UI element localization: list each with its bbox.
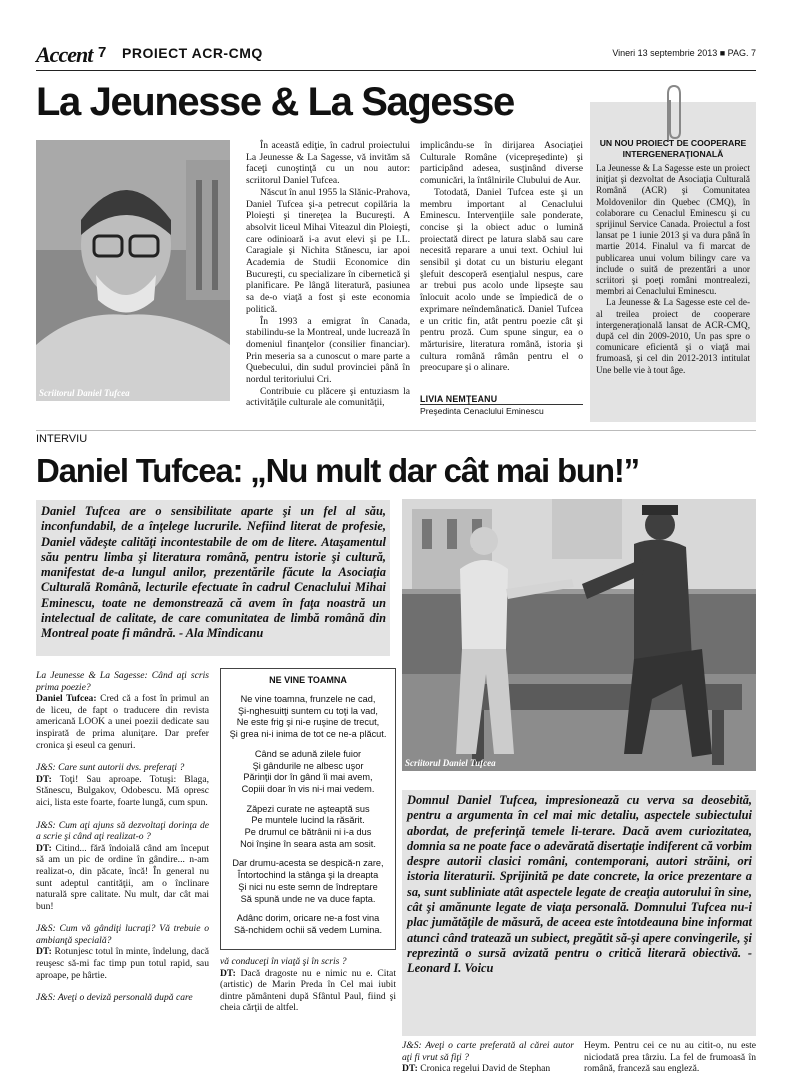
interview-photo: [402, 499, 756, 771]
sidebox-paragraph: La Jeunesse & La Sagesse este cel de-al treilea proiect de cooperare intergeneraţională lansat de ACR-CMQ, după cel din 2009-2010, Un pas spre o comunicare eficientă şi o viaţă mai frumoasă, şi cel din 2012-2013 intitulat Une belle vie à tout âge.: [596, 297, 750, 375]
poem-line: Când se adună zilele fuior: [254, 748, 362, 759]
poem-line: Şi nici nu este semn de îndreptare: [238, 881, 378, 892]
poem-line: Şi grea ni-i inima de tot ce ne-a plăcut.: [229, 729, 387, 740]
answer-label: Daniel Tufcea:: [36, 693, 97, 705]
poem-line: Copiii doar în vis ni-i mai vedem.: [241, 783, 375, 794]
article-column-1: [246, 140, 410, 409]
signature-role: Preşedinta Cenaclului Eminescu: [420, 406, 544, 416]
sidebox-title: [594, 138, 752, 160]
answer: Cred că a fost în primul an de liceu, de fapt o traducere din revista americană LOOK a unei poezii dedicate sau inspirată de prima aluniţare. Dar prefer cronica şi eseul ca genuri.: [36, 693, 209, 751]
interview-label: INTERVIU: [36, 433, 88, 445]
interview-column-1: [36, 670, 209, 1015]
answer-label: DT:: [402, 1063, 418, 1075]
page-number: 7: [98, 44, 107, 61]
question: J&S: Cum aţi ajuns să dezvoltaţi dorinţa de a scrie şi când aţi realizat-o ?: [36, 819, 209, 843]
answer: Rotunjesc totul în minte, îndelung, dacă reuşesc să-mi fac timp pun totul rapid, sau aproape, pe hârtie.: [36, 946, 209, 981]
poem-stanza: [227, 694, 389, 741]
poem-line: Zăpezi curate ne aşteaptă sus: [246, 803, 370, 814]
answer-label: DT:: [36, 946, 52, 958]
question: J&S: Care sunt autorii dvs. preferaţi ?: [36, 762, 185, 774]
poem-stanza: [227, 749, 389, 796]
sidebox-body: [596, 163, 750, 376]
sidebox-paragraph: La Jeunesse & La Sagesse este un proiect iniţiat şi dezvoltat de Asociaţia Culturală Română (ACR) şi Comunitatea Moldovenilor din Quebec (CMQ), în colaborare cu Cenaclul Eminescu şi cu sprijinul Service Canada. Proiectul a fost lansat pe 1 iunie 2013 şi va dura până în martie 2014. Finalul va fi marcat de publicarea unui volum bilingv care va include o suită de prezentări a unor scriitori şi poeţi români montrealezi, membri ai Cenaclului Eminescu.: [596, 163, 750, 297]
qa-item: [36, 923, 209, 981]
testimonial-box: Domnul Daniel Tufcea, impresionează cu verva sa deosebită, pentru a argumenta în cel mai mic detaliu, aspectele subiectului abordat, de preferinţă temele li-terare. Dacă avem curiozitatea, domnia sa ne poate face o adevărată disertaţie indiferent că vorbim despre autorii clasici români, contemporani, autori străini, ori istoria literaturii. Sprijinită pe date concrete, la orice prezentare a sa, sunt subliniate atât aspectele legate de creaţia autorului în sine, cât şi amănunte legate de viaţa personală. Domnului Tufcea nu-i plac jumătăţile de măsură, de aceea este întotdeauna bine informat atunci când tratează un subiect, pregătit să-şi apere convingerile, şi reprezintă o sursă avizată pentru o critică literară obiectivă. - Leonard I. Voicu: [402, 790, 756, 1036]
poem-stanza: [227, 858, 389, 905]
section-title: PROIECT ACR-CMQ: [122, 45, 263, 61]
qa-item: [36, 762, 209, 808]
header-rule: [36, 70, 756, 71]
article-title: La Jeunesse & La Sagesse: [36, 80, 514, 124]
poem-line: Noi înşine în seara asta am sosit.: [240, 838, 376, 849]
poem-line: Să spună unde ne va duce fapta.: [240, 893, 376, 904]
photo-caption: Scriitorul Daniel Tufcea: [39, 388, 130, 398]
interview-column-4-bottom: Heym. Pentru cei ce nu au citit-o, nu este niciodată prea târziu. La fel de frumoasă în română, franceză sau engleză.: [584, 1040, 756, 1075]
paragraph: Născut în anul 1955 la Slănic-Prahova, Daniel Tufcea şi-a petrecut copilăria la Ploieşti şi tinereţea la Bucureşti. A absolvit liceul Mihai Viteazul din Ploieşti, care odinioară i-a avut elevi şi pe I.L. Caragiale şi Nichita Stănescu, iar apoi Academia de Studii Economice din Bucureşti, cu specializare în cibernetică şi planificare. Pe lângă literatură, pasiunea sa de-o viaţă a fost şi este economia politică.: [246, 186, 410, 315]
interview-column-3-bottom: [402, 1040, 574, 1075]
qa-item: [36, 670, 209, 751]
paragraph: Contribuie cu plăcere şi entuziasm la activităţile culturale ale comunităţii,: [246, 385, 410, 409]
poem-stanza: [227, 913, 389, 936]
qa-item: [36, 820, 209, 913]
question: J&S: Cum vă gândiţi lucraţi? Vă trebuie o ambianţă specială?: [36, 923, 209, 946]
paragraph: implicându-se în dirijarea Asociaţiei Culturale Române (vicepreşedinte) şi participând adesea, susţinând diverse comunicări, la întâlnirile Clubului de Aur.: [420, 140, 583, 187]
poem-line: Să-nchidem ochii să vedem Lumina.: [233, 924, 383, 935]
poem-title: NE VINE TOAMNA: [269, 675, 347, 685]
intro-box: Daniel Tufcea are o sensibilitate aparte şi un fel al său, inconfundabil, de a înţelege lucrurile. Nefiind literat de profesie, Daniel vădeşte calităţi incontestabile de om de litere. Ataşamentul său pentru limba şi literatura română, pentru istorie şi cultură, manifestat de-a lungul anilor, prezentările făcute la Asociaţia Culturală Română, lecturile efectuate în cadrul Cenaclului Mihai Eminescu, toate ne demonstrează că avem în faţa noastră un intelectual de calitate, de care comunitatea de limbă română din Montreal poate fi mândră. - Ala Mîndicanu: [36, 500, 390, 656]
author-photo: [36, 140, 230, 401]
poem-line: Pe drumul ce bătrânii ni i-a dus: [244, 827, 372, 838]
paragraph: Totodată, Daniel Tufcea este şi un membru important al Cenaclului Eminescu. Intervenţiile sale ponderate, concise şi la obiect aduc o lumină proiectată direct pe latura slabă sau care necesită reparare a unui text. Ochiul lui sensibil şi dotat cu un bisturiu elegant şlefuit descoperă esenţialul nespus, care ar trebui pus acolo unde lipseşte sau înlocuit acolo unde se împiedică de o exprimare neîndemânatică. Daniel Tufcea e un critic fin, atât pentru poezie cât şi pentru proză. Cum spune singur, ea o mărturisire, literatura română, istoria şi cultura română râmân pentru el o preocupare şi o alinare.: [420, 186, 583, 374]
question: J&S: Aveţi o deviză personală după care: [36, 992, 193, 1004]
poem-line: Adânc dorim, oricare ne-a fost vina: [236, 913, 380, 924]
answer: Citind... fără îndoială când am început să am un pic de ordine în gândire... n-am realizat-o, din păcate, încă! În general nu sunt adeptul cantităţii, am o înclinare naturală spre calitate. Nu mult, dar cât mai bun!: [36, 842, 209, 912]
poem-line: Ne vine toamna, frunzele ne cad,: [240, 694, 376, 704]
article-column-2: [420, 140, 583, 374]
dateline: Vineri 13 septembrie 2013 ■ PAG. 7: [612, 48, 756, 58]
qa-item: [36, 992, 209, 1004]
answer-label: DT:: [220, 967, 236, 979]
poem-line: Şi gândurile ne albesc uşor: [252, 760, 364, 771]
answer-label: DT:: [36, 773, 52, 785]
poem-line: Pe muntele lucind la răsărit.: [251, 815, 365, 826]
question: vă conduceţi în viaţă şi în scris ?: [220, 956, 347, 967]
signature-name: LIVIA NEMŢEANU: [420, 394, 498, 404]
question: J&S: Aveţi o carte preferată al cărei autor aţi fi vrut să fiţi ?: [402, 1040, 574, 1063]
poem-box: [220, 668, 396, 950]
paragraph: În 1993 a emigrat în Canada, stabilindu-se la Montreal, unde lucrează în domeniul finanţelor (consilier financiar). Prin meseria sa a cunoscut o mare parte a Quebecului, din sudul provinciei până în nordul teritoriului Cri.: [246, 315, 410, 386]
answer: Cronica regelui David de Stephan: [420, 1063, 551, 1075]
paragraph: În această ediţie, în cadrul proiectului La Jeunesse & La Sagesse, vă invităm să faceţi cunoştinţă cu un nou autor: scriitorul Daniel Tufcea.: [246, 140, 410, 187]
answer: Dacă dragoste nu e nimic nu e. Citat (artistic) de Marin Preda în Cel mai iubit dintre pământeni după Sfântul Paul, fiind şi cheia cărţii de altfel.: [220, 967, 396, 1014]
poem-stanza: [227, 804, 389, 851]
answer: Toţi! Sau aproape. Totuşi: Blaga, Stănescu, Bulgakov, Odobescu. Mă opresc aici, lista este foarte, foarte lungă, cum spun.: [36, 773, 209, 808]
statue-scene-image: [402, 499, 756, 771]
signature-rule: [420, 404, 583, 405]
poem-line: Dar drumu-acesta se despică-n zare,: [232, 858, 384, 869]
poem-line: Şi-nghesuitţi suntem cu toţi la vad,: [238, 705, 378, 716]
sidebox-title-line: INTERGENERAŢIONALĂ: [622, 149, 724, 159]
accent-logo: Accent: [36, 42, 93, 67]
page-header: [36, 42, 756, 67]
poem-line: Întortochind la stânga şi la dreapta: [237, 870, 379, 881]
paperclip-icon: [656, 84, 686, 144]
poem-line: Ne este frig şi ni-e ruşine de trecut,: [236, 717, 380, 728]
interview-column-2-bottom: [220, 956, 396, 1014]
poem-line: Părinţii dor în gând îi mai avem,: [243, 772, 373, 783]
author-portrait-image: [36, 140, 230, 401]
photo-caption: Scriitorul Daniel Tufcea: [405, 758, 496, 768]
answer-label: DT:: [36, 842, 52, 854]
question: La Jeunesse & La Sagesse: Când aţi scris prima poezie?: [36, 670, 209, 693]
section-divider: [36, 430, 756, 431]
sidebox-title-line: UN NOU PROIECT DE COOPERARE: [599, 138, 747, 148]
interview-title: Daniel Tufcea: „Nu mult dar cât mai bun!”: [36, 452, 639, 489]
project-sidebox: [590, 102, 756, 422]
